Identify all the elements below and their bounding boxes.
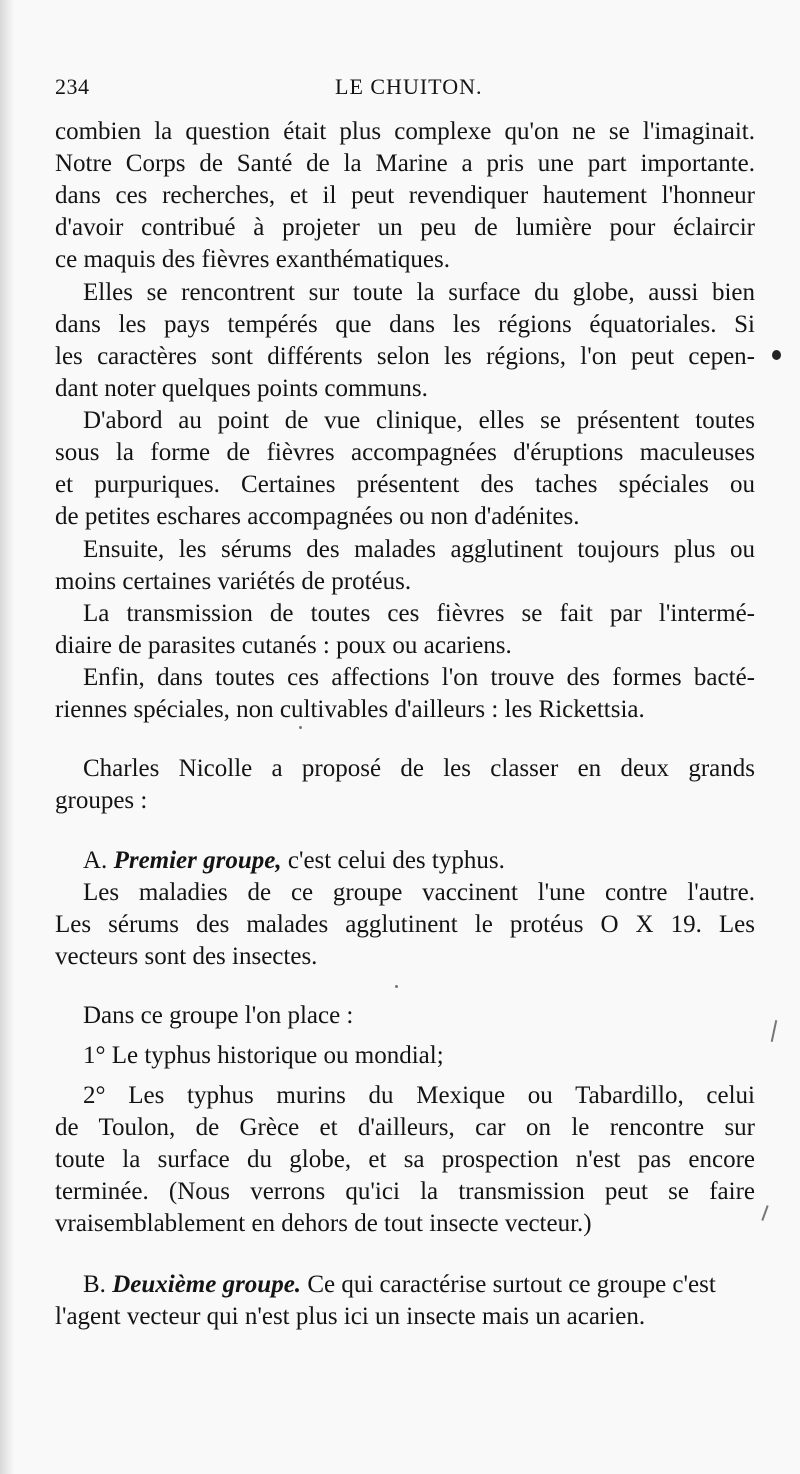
text-line: dant noter quelques points communs. (55, 375, 428, 402)
text-line: moins certaines variétés de protéus. (55, 568, 412, 595)
scan-speck (771, 1020, 778, 1042)
text-line: Les sérums des malades agglutinent le protéus O X 19. Les (55, 911, 755, 938)
text-span: c'est celui des typhus. (287, 847, 505, 874)
list-item: 1° Le typhus historique ou mondial; (83, 1042, 444, 1069)
text-line: sous la forme de fièvres accompagnées d'éruptions maculeuses (55, 439, 755, 466)
text-line: de petites eschares accompagnées ou non d'adénites. (55, 503, 580, 530)
group-a-title: Premier groupe, (113, 847, 282, 874)
text-line: ce maquis des fièvres exanthématiques. (55, 246, 450, 273)
margin-dot (772, 350, 781, 360)
text-line: groupes : (55, 787, 148, 814)
text-span: Ce qui caractérise surtout ce groupe c'est (307, 1271, 716, 1298)
text-line: Dans ce groupe l'on place : (83, 1002, 354, 1029)
running-head: LE CHUITON. (335, 74, 483, 99)
group-b-letter: B. (83, 1271, 106, 1298)
text-line: les caractères sont différents selon les régions, l'on peut cepen- (55, 343, 755, 370)
text-line: toute la surface du globe, et sa prospection n'est pas encore (55, 1146, 755, 1173)
text-line: riennes spéciales, non cultivables d'ailleurs : les Rickettsia. (55, 696, 645, 723)
text-line: diaire de parasites cutanés : poux ou acariens. (55, 632, 512, 659)
list-item: 2° Les typhus murins du Mexique ou Tabardillo, celui (83, 1082, 755, 1109)
text-line: Ensuite, les sérums des malades agglutinent toujours plus ou (83, 536, 755, 563)
page-header (55, 70, 755, 100)
group-b-title: Deuxième groupe. (112, 1271, 302, 1298)
text-line: terminée. (Nous verrons qu'ici la transmission peut se faire (55, 1178, 755, 1205)
text-line: Elles se rencontrent sur toute la surface du globe, aussi bien (83, 279, 755, 306)
text-line: Les maladies de ce groupe vaccinent l'une contre l'autre. (83, 879, 755, 906)
text-line: vraisemblablement en dehors de tout insecte vecteur.) (55, 1210, 592, 1237)
text-line: et purpuriques. Certaines présentent des taches spéciales ou (55, 471, 755, 498)
scan-speck (395, 985, 398, 988)
text-line: dans ces recherches, et il peut revendiquer hautement l'honneur (55, 182, 755, 209)
text-line: Charles Nicolle a proposé de les classer en deux grands (83, 755, 755, 782)
group-b-line (83, 1269, 755, 1301)
scan-speck (299, 726, 302, 729)
text-line: d'avoir contribué à projeter un peu de lumière pour éclaircir (55, 214, 755, 241)
text-line: l'agent vecteur qui n'est plus ici un insecte mais un acarien. (55, 1303, 646, 1330)
text-line: Enfin, dans toutes ces affections l'on trouve des formes bacté- (83, 664, 755, 691)
page-edge-shadow (0, 0, 14, 1474)
group-a-line (83, 845, 755, 877)
text-line: dans les pays tempérés que dans les régions équatoriales. Si (55, 311, 755, 338)
text-line: La transmission de toutes ces fièvres se fait par l'intermé- (83, 600, 755, 627)
group-a-letter: A. (83, 847, 108, 874)
text-line: de Toulon, de Grèce et d'ailleurs, car on le rencontre sur (55, 1114, 755, 1141)
text-line: vecteurs sont des insectes. (55, 943, 318, 970)
text-line: Notre Corps de Santé de la Marine a pris une part importante. (55, 150, 755, 177)
text-line: D'abord au point de vue clinique, elles se présentent toutes (83, 407, 755, 434)
page-number: 234 (55, 74, 90, 99)
text-line: combien la question était plus complexe qu'on ne se l'imaginait. (55, 118, 755, 145)
scan-speck (761, 1205, 768, 1221)
